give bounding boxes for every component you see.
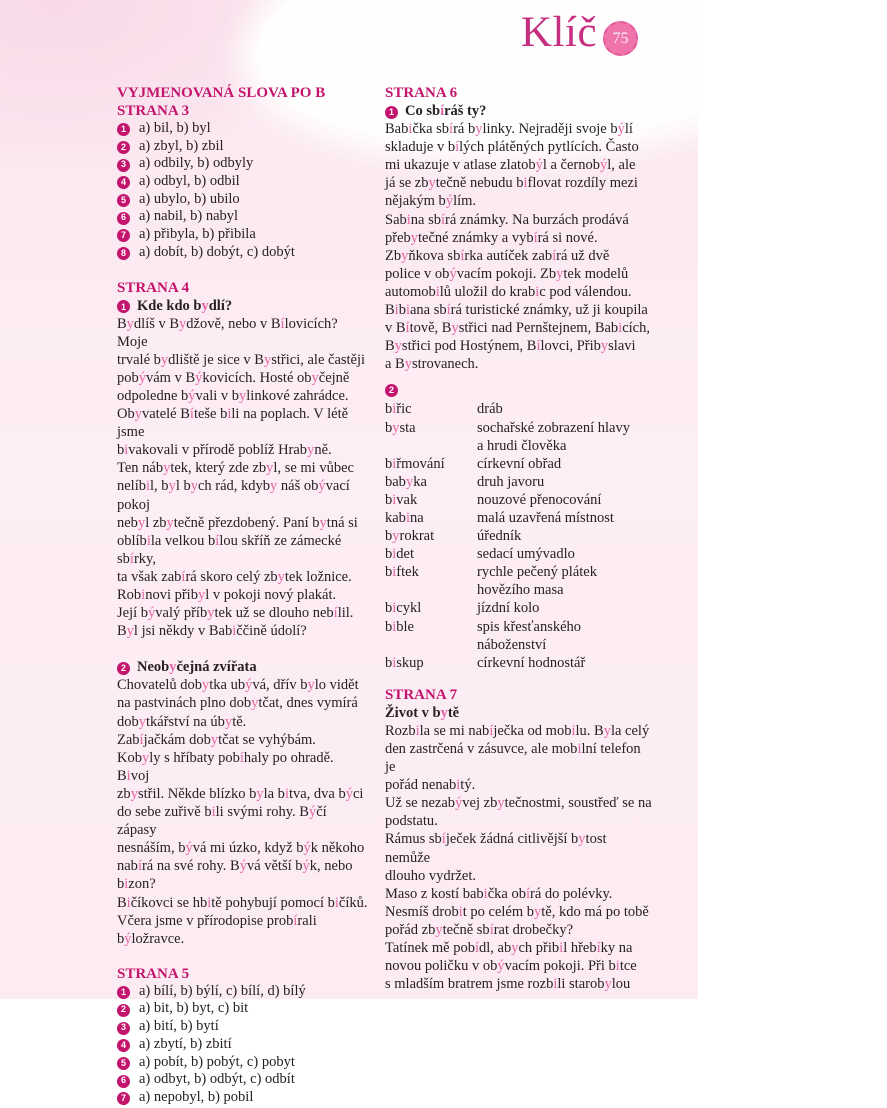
- item-number-badge: 3: [117, 1022, 130, 1035]
- text-line: den zastrčená v zásuvce, ale mobilní telefon je: [385, 741, 641, 776]
- answer-text: a) dobít, b) dobýt, c) dobýt: [139, 243, 295, 260]
- answer-text: a) nepobyl, b) pobil: [139, 1088, 254, 1105]
- page-number-badge: [603, 21, 638, 56]
- answer-row: [117, 244, 369, 262]
- text-line: Babička sbírá bylinky. Nejraději svoje býlí: [385, 121, 633, 138]
- glossary-table: [385, 400, 653, 671]
- glossary-definition: malá uzavřená místnost: [477, 509, 614, 526]
- text-line: mi ukazuje v atlase zlatobýl a černobýl, ale: [385, 157, 636, 174]
- glossary-term: biřmování: [385, 455, 445, 472]
- item-number-badge: 2: [117, 1004, 130, 1017]
- glossary-definition: úředník: [477, 528, 522, 545]
- text-line: přebytečné známky a vybírá si nové.: [385, 229, 598, 246]
- glossary-definition: církevní hodnostář: [477, 654, 586, 671]
- exercise-number-badge: 1: [117, 300, 130, 313]
- strana6-heading: STRANA 6: [385, 85, 458, 101]
- text-line: bivakovali v přírodě poblíž Hrabyně.: [117, 442, 332, 459]
- item-number-badge: 5: [117, 1057, 130, 1070]
- text-line: dlouho vydržet.: [385, 867, 477, 884]
- answer-row: [117, 1054, 369, 1072]
- exercise-title: [117, 658, 369, 676]
- glossary-definition: rychle pečený plátek hovězího masa: [477, 564, 597, 599]
- text-line: Rozbila se mi nabíječka od mobilu. Byla celý: [385, 722, 650, 739]
- text-line: Zbyňkova sbírka autíček zabírá už dvě: [385, 247, 610, 264]
- answer-text: a) odbyt, b) odbýt, c) odbít: [139, 1071, 295, 1088]
- item-number-badge: 4: [117, 176, 130, 189]
- text-line: ta však zabírá skoro celý zbytek ložnice.: [117, 568, 352, 585]
- strana4-heading: STRANA 4: [117, 279, 190, 296]
- text-line: nebyl zbytečně přezdobený. Paní bytná si: [117, 514, 358, 531]
- answer-row: [117, 191, 369, 209]
- text-line: Už se nezabývej zbytečnostmi, soustřeď se na: [385, 795, 652, 812]
- item-number-badge: 7: [117, 229, 130, 242]
- text-line: Ten nábytek, který zde zbyl, se mi vůbec: [117, 460, 354, 477]
- text-line: odpoledne bývali v bylinkové zahrádce.: [117, 387, 349, 404]
- answer-row: [117, 1036, 369, 1054]
- answer-row: [117, 155, 369, 173]
- text-line: do sebe zuřivě bili svými rohy. Býčí zápasy: [117, 804, 327, 839]
- answer-row: [117, 226, 369, 244]
- text-line: dobytkářství na úbytě.: [117, 713, 247, 730]
- text-line: Včera jsme v přírodopise probírali býložravce.: [117, 912, 317, 947]
- item-number-badge: 1: [117, 986, 130, 999]
- text-line: Kobyly s hříbaty pobíhaly po ohradě. Bivoj: [117, 749, 334, 784]
- text-line: Obyvatelé Bíteše bili na poplach. V létě jsme: [117, 406, 349, 441]
- item-number-badge: 5: [117, 194, 130, 207]
- text-line: Její bývalý příbytek už se dlouho nebílil.: [117, 605, 354, 622]
- exercise-text: [117, 676, 369, 947]
- strana5-answer-list: [117, 983, 369, 1107]
- strana3-heading: STRANA 3: [117, 103, 190, 119]
- exercise-title: [385, 102, 653, 120]
- exercise-title-text: Život v bytě: [385, 704, 460, 721]
- glossary-term: bysta: [385, 419, 416, 436]
- item-number-badge: 1: [117, 123, 130, 136]
- text-line: oblíbila velkou bílou skříň ze zámecké sbírky,: [117, 532, 342, 567]
- text-line: novou poličku v obývacím pokoji. Při bitce: [385, 958, 637, 975]
- glossary-term: bible: [385, 618, 414, 635]
- glossary-term: biftek: [385, 564, 419, 581]
- item-number-badge: 2: [117, 141, 130, 154]
- item-number-badge: 3: [117, 159, 130, 172]
- exercise-title-text: Kde kdo bydlí?: [137, 297, 233, 314]
- text-line: Rámus sbíječek žádná citlivější bytost nemůže: [385, 831, 607, 866]
- exercise-text: [117, 315, 369, 641]
- answer-text: a) zbyl, b) zbil: [139, 137, 224, 154]
- answer-row: [117, 1071, 369, 1089]
- answer-row: [117, 1000, 369, 1018]
- answer-row: [117, 983, 369, 1001]
- glossary-term: babyka: [385, 473, 427, 490]
- item-number-badge: 6: [117, 1075, 130, 1088]
- answer-text: a) zbytí, b) zbití: [139, 1035, 232, 1052]
- text-line: zbystřil. Někde blízko byla bitva, dva býci: [117, 785, 364, 802]
- exercise-number-badge: 2: [385, 384, 398, 397]
- text-line: Bičíkovci se hbitě pohybují pomocí bičíků.: [117, 894, 368, 911]
- text-line: Chovatelů dobytka ubývá, dřív bylo vidět: [117, 677, 359, 694]
- text-line: s mladším bratrem jsme rozbili starobylou: [385, 976, 631, 993]
- answer-text: a) bil, b) byl: [139, 120, 211, 136]
- answer-text: a) bití, b) bytí: [139, 1018, 219, 1035]
- item-number-badge: 4: [117, 1039, 130, 1052]
- glossary-term: biskup: [385, 654, 424, 671]
- exercise2-badge-line: [385, 378, 653, 400]
- text-line: podstatu.: [385, 813, 438, 830]
- text-line: automobilů uložil do krabic pod válendou.: [385, 283, 632, 300]
- answer-text: a) odbyl, b) odbil: [139, 173, 240, 190]
- glossary-definition: druh javoru: [477, 473, 545, 490]
- answer-text: a) ubylo, b) ubilo: [139, 190, 240, 207]
- text-line: nesnáším, bývá mi úzko, když býk někoho: [117, 840, 365, 857]
- glossary-term: bivak: [385, 491, 418, 508]
- left-column: [117, 84, 369, 1107]
- text-line: Maso z kostí babička obírá do polévky.: [385, 885, 613, 902]
- exercise-title-text: Co sbíráš ty?: [405, 103, 487, 119]
- answer-row: [117, 208, 369, 226]
- text-line: Sabina sbírá známky. Na burzách prodává: [385, 211, 629, 228]
- text-line: Nesmíš drobit po celém bytě, kdo má po tobě: [385, 903, 649, 920]
- item-number-badge: 6: [117, 212, 130, 225]
- page-header: [0, 0, 698, 70]
- answer-text: a) pobít, b) pobýt, c) pobyt: [139, 1053, 295, 1070]
- text-line: a Bystrovanech.: [385, 356, 479, 373]
- exercise-title: [117, 297, 369, 315]
- glossary-definition: sedací umývadlo: [477, 546, 575, 563]
- text-line: já se zbytečně nebudu biflovat rozdíly mezi: [385, 175, 638, 192]
- strana5-heading: STRANA 5: [117, 965, 190, 982]
- glossary-term: biřic: [385, 401, 412, 418]
- text-line: pořád nenabitý.: [385, 777, 476, 794]
- glossary-definition: nouzové přenocování: [477, 491, 602, 508]
- exercise-number-badge: 1: [385, 106, 398, 119]
- text-line: nějakým býlím.: [385, 193, 477, 210]
- text-line: pořád zbytečně sbírat drobečky?: [385, 921, 574, 938]
- answer-row: [117, 173, 369, 191]
- text-line: nabírá na své rohy. Bývá větší býk, nebo bizon?: [117, 858, 353, 893]
- answer-row: [117, 1018, 369, 1036]
- page-number: 75: [612, 29, 629, 47]
- glossary-definition: dráb: [477, 401, 503, 418]
- answer-row: [117, 138, 369, 156]
- answer-text: a) odbily, b) odbyly: [139, 155, 254, 172]
- answer-text: a) nabil, b) nabyl: [139, 208, 239, 225]
- text-line: Bibiana sbírá turistické známky, už ji koupila: [385, 302, 648, 319]
- text-line: trvalé bydliště je sice v Bystřici, ale častěji: [117, 351, 366, 368]
- page-title: Klíč: [521, 9, 598, 56]
- chapter-title: VYJMENOVANÁ SLOVA PO B: [117, 85, 326, 101]
- text-line: Bystřici pod Hostýnem, Bílovci, Přibyslavi: [385, 338, 636, 355]
- strana3-answer-list: [117, 120, 369, 262]
- text-line: v Bítově, Bystřici nad Pernštejnem, Babicích,: [385, 320, 650, 337]
- item-number-badge: 7: [117, 1092, 130, 1105]
- glossary-definition: spis křesťanského náboženství: [477, 618, 582, 653]
- text-line: Bydlíš v Bydžově, nebo v Bílovicích? Moje: [117, 315, 338, 350]
- text-line: Robinovi přibyl v pokoji nový plakát.: [117, 587, 337, 603]
- text-line: Tatínek mě pobídl, abych přibil hřebíky na: [385, 940, 633, 957]
- exercise-text: [385, 722, 653, 993]
- answer-text: a) přibyla, b) přibila: [139, 226, 256, 243]
- glossary-definition: církevní obřad: [477, 455, 562, 472]
- strana7-heading: STRANA 7: [385, 686, 458, 703]
- glossary-term: bicykl: [385, 600, 422, 617]
- text-line: Byl jsi někdy v Babiččině údolí?: [117, 623, 307, 640]
- answer-text: a) bílí, b) býlí, c) bílí, d) bílý: [139, 982, 306, 999]
- answer-row: [117, 120, 369, 138]
- exercise-number-badge: 2: [117, 662, 130, 675]
- text-line: skladuje v bílých plátěných pytlících. Často: [385, 139, 639, 156]
- text-line: nelíbil, byl bych rád, kdyby náš obývací pokoj: [117, 478, 350, 513]
- exercise-title-text: Neobyčejná zvířata: [137, 659, 257, 676]
- answer-row: [117, 1089, 369, 1107]
- text-line: Zabíjačkám dobytčat se vyhýbám.: [117, 731, 316, 748]
- glossary-term: bidet: [385, 546, 414, 563]
- answer-text: a) bit, b) byt, c) bit: [139, 1000, 249, 1017]
- glossary-term: kabina: [385, 509, 424, 526]
- text-line: police v obývacím pokoji. Zbytek modelů: [385, 265, 629, 282]
- item-number-badge: 8: [117, 247, 130, 260]
- glossary-definition: sochařské zobrazení hlavy a hrudi člověka: [477, 419, 630, 454]
- glossary-term: byrokrat: [385, 528, 435, 545]
- glossary-definition: jízdní kolo: [477, 600, 540, 617]
- text-line: pobývám v Býkovicích. Hosté obyčejně: [117, 369, 350, 386]
- text-line: na pastvinách plno dobytčat, dnes vymírá: [117, 695, 358, 712]
- right-column: [385, 84, 653, 993]
- exercise-text: [385, 120, 653, 373]
